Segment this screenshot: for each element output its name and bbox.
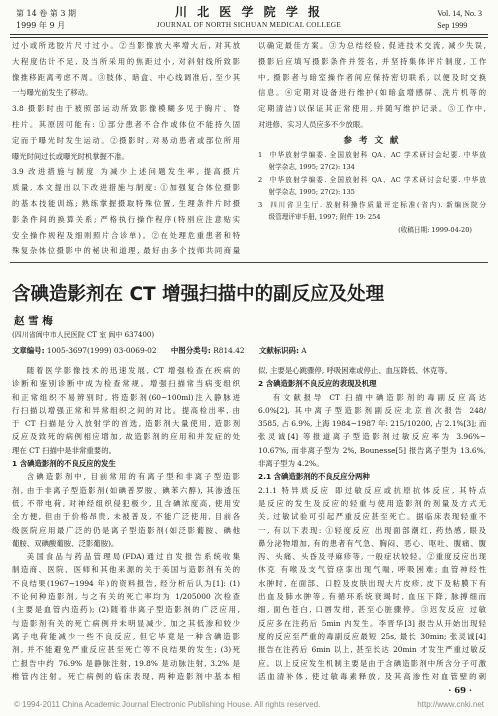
text-line: 摄影后应填写摄影条件并签名, 并坚持集体评片制度, 工作 xyxy=(258,56,486,66)
text-line: 含碘造影剂中, 目前常用的有离子型和非离子型造影 xyxy=(26,472,240,482)
text-line: 是反应的发生及反应的轻重与使用造影剂的剂量及方式无 xyxy=(258,498,486,508)
reference-list xyxy=(258,149,486,223)
reference-text: 中华放射学编委. 全国放射科 QA、AC 学术研讨会纪要. 中华放 xyxy=(268,175,486,184)
text-line: 像推移距离考虑不周。③肢体、暗盒、中心线调准后, 至少其 xyxy=(12,72,240,82)
text-line: 反应多在注药后 5min 内发生。李晋华[3] 报告从开始出现轻 xyxy=(258,618,486,628)
text-line: 泻、头痛、头昏及寻麻疹等, 一般症状较轻。②重度反应出现 xyxy=(258,552,486,562)
text-line: 休克 有喉及支气管痉挛出现气喘, 呼吸困难; 血管神经性 xyxy=(258,565,486,575)
header-rule xyxy=(10,34,488,35)
references-heading: 参 考 文 献 xyxy=(343,136,401,146)
reference-text: 四川省卫生厅. 放射科操作质量评定标准(省内). 新编医院分 xyxy=(268,200,486,209)
text-line: 张灵诚[4] 等报道离子型造影剂过敏反应率为 3.96%~ xyxy=(258,432,486,442)
text-line: 与造影剂有关的死亡病例并未明显减少, 加之其低渗和较少 xyxy=(12,618,240,628)
reference-number: 2 xyxy=(258,175,263,184)
text-line: 细, 面色苍白, 口唇发绀, 甚至心脏骤停。③迟发反应 过敏 xyxy=(258,605,486,615)
reference-item xyxy=(258,174,486,186)
text-line: 和正常组织不易辨别时, 将造影剂(60~100ml)注入静脉进 xyxy=(12,392,240,402)
text-line: 不论何种造影剂, 与之有关的死亡率均为 1/205000 次检查 xyxy=(12,592,240,602)
previous-article-left-column xyxy=(12,38,240,260)
text-line: 10.67%, 而非离子型为 2%, Bounesse[5] 报告离子型为 13.6%, xyxy=(258,445,486,455)
reference-number: 3 xyxy=(258,200,263,209)
text-line: 非离子型为 4.2%。 xyxy=(258,459,324,469)
text-line: 2.1.1 特异质反应 即过敏反应或抗原抗体反应, 其特点 xyxy=(258,485,486,495)
article-number: 文章编号: 1005-3697(1999) 03-0069-02 xyxy=(12,346,157,355)
text-line: 于 CT 扫描是分入放射学的首选, 造影剂大量使用, 造影剂 xyxy=(12,419,240,429)
text-line: 应。以上反应发生机制主要是由于含碘造影剂中所含分子可激 xyxy=(258,658,486,668)
text-line: 一与曝光前发生了移动。 xyxy=(12,88,93,98)
text-line: 似, 主要是心跳骤停, 呼吸困难或停止、血压降低、休克等。 xyxy=(258,366,453,375)
previous-article-right-column xyxy=(258,38,486,133)
classification-number: 中图分类号: R814.42 xyxy=(170,346,245,355)
header-right xyxy=(437,8,482,32)
text-line: 6.0%[2], 其中离子型造影剂副反应北京首次报告 248/ xyxy=(258,405,486,415)
text-line: 中, 摄影者与暗室操作者间应保持密切联系, 以便及时交换 xyxy=(258,72,486,82)
text-line: 关, 过敏试验可引起严重反应甚至死亡。据临床表现轻重不 xyxy=(258,512,486,522)
article-left-column xyxy=(12,364,240,684)
journal-name-en: JOURNAL OF NORTH SICHUAN MEDICAL COLLEGE xyxy=(156,21,342,29)
text-line: 诊断和鉴别诊断中成为检查常规。增强扫描常当病变组织 xyxy=(12,379,240,389)
date-cn: 1999 年 9 月 xyxy=(16,21,66,30)
header-center xyxy=(110,5,388,31)
text-line: (主要是血管内造药); (2)随着非离子型造影剂的广泛应用, xyxy=(12,605,240,615)
text-line: 有文献报导 CT 扫描中碘造影剂的毒副反应高达 xyxy=(272,392,486,402)
text-line: 全方便, 但由于价格昂贵, 未被普及, 不能广泛使用, 目前各 xyxy=(12,512,240,522)
text-line: 反应及致死的病例相应增加, 故造影剂的应用和并发症的处 xyxy=(12,432,240,442)
text-line: 3.9 改进措施与制度 为减少上述问题发生率, 提高摄片 xyxy=(12,167,240,177)
reference-item xyxy=(258,199,486,211)
text-line: 定而于曝光时发生运动。②摄影时, 对易动患者或部位所用 xyxy=(12,135,240,145)
text-line: 3.8 摄影时由于被照部运动所致影像模糊多见于胸片、脊 xyxy=(12,104,240,114)
text-line: 殊复杂体位摄影中的秘诀和道理, 最好由多个技师共同商量 xyxy=(12,246,240,256)
text-line: 不良结果(1967~1994 年)的资料报告, 经分析后认为[1]: (1) xyxy=(12,578,240,588)
text-line: 对进修、实习人员应多不少放眼。 xyxy=(258,119,368,129)
text-line: 美国食品与药品管理局(FDA)通过自发报告系统收集 xyxy=(26,552,240,562)
text-line: 大程度估计不足, 及当所采用的焦距过小, 对斜射线所致影 xyxy=(12,56,240,66)
journal-name-cn: 川 北 医 学 院 学 报 xyxy=(174,5,324,19)
text-line: 柱片。其原因可能有: ①部分患者不合作或体位不能持久固 xyxy=(12,119,240,129)
reference-text: 射学杂志, 1995; 27(2): 135 xyxy=(268,188,355,197)
reference-text: 中华放射学编委. 全国放射科 QA、AC 学术研讨会纪要. 中华放 xyxy=(268,151,486,159)
text-line: 报告在注药后 6min 以上, 甚至长达 20min 才发生严重过敏反 xyxy=(258,645,486,655)
text-line: 活血清补体, 使过敏毒素释放, 及其高渗性对血管壁的刺 xyxy=(258,671,486,681)
article-author: 赵 雪 梅 xyxy=(14,315,53,327)
text-line: 出血及肺水肿等, 有循环系统衰竭时, 血压下降, 脉搏细而 xyxy=(258,592,486,602)
page-number: · 69 · xyxy=(448,686,472,696)
text-line: 信息。④定期对设备进行维护(如暗盒增感屏、洗片机等的 xyxy=(258,88,486,98)
author-affiliation: (四川省阆中市人民医院 CT 室 阆中 637400) xyxy=(12,331,155,339)
reference-item xyxy=(258,149,486,161)
copyright-notice: © 1994-2011 China Academic Journal Electronic Publishing House. All rights reserved. xyxy=(14,700,321,709)
text-line: 一, 有以下表现: ①轻度反应 出现面部潮红, 药热感, 眼及 xyxy=(258,525,486,535)
text-line: 的基本技能训练; 熟练掌握摄取特殊位置, 生理条件片时摄 xyxy=(12,198,240,208)
volume-issue-cn: 第 14 卷 第 3 期 xyxy=(16,9,76,18)
document-code: 文献标识码: A xyxy=(258,346,307,355)
text-line: 离子电荷能减少一些不良反应, 但它毕竟是一种含碘造影 xyxy=(12,631,240,641)
text-line: 葡胺、双碘酸葡胺、泛影葡胺)。 xyxy=(12,538,119,548)
reference-text: 级管理评审手册, 1997; 附件 19: 254 xyxy=(268,212,381,221)
section-heading: 1 含碘造影剂的不良反应的发生 xyxy=(12,459,116,469)
volume-issue-en: Vol. 14, No. 3 xyxy=(437,9,482,18)
text-line: 定期清洁)以保证其正常使用, 并随写维护记录。⑤工作中, xyxy=(258,104,486,114)
reference-number: 1 xyxy=(258,151,263,159)
text-line: 行扫描以增强正常和异常组织之间的对比。提高检出率, 由 xyxy=(12,405,240,415)
text-line: 亡报告中约 76.9% 是静脉注射, 19.8% 是动脉注射, 3.2% 是 xyxy=(12,658,240,668)
text-line: 度的反应至严重的毒副反应最短 25s, 最长 30min; 张灵诚[4] xyxy=(258,631,486,641)
date-en: Sep 1999 xyxy=(437,21,468,30)
text-line: 安全操作规程及细则照片合诊单)。②在处理危重患者和特 xyxy=(12,230,240,240)
article-right-column xyxy=(258,364,486,684)
text-line: 3585, 占 6.9%, 上海 1984~1987 年: 215/10200, 占 2.1%[3]; 而 xyxy=(258,419,486,429)
article-separator xyxy=(10,262,488,263)
publisher-url: http://www.cnki.net xyxy=(417,700,484,709)
footer xyxy=(14,699,484,711)
text-line: 过小或所选胶片尺寸过小。②当影像放大率增大后, 对其放 xyxy=(12,41,240,50)
text-line: 理在 CT 扫描中是非常重要的。 xyxy=(12,445,116,455)
header-left xyxy=(16,8,76,32)
text-line: 影条件间的换算关系; 严格执行操作程序(特别应注意贴实 xyxy=(12,214,240,224)
text-line: 水肿时, 在面部、口腔及皮肤出现大片皮疹, 皮下及粘膜下有 xyxy=(258,578,486,588)
text-line: 椎管内注射。死亡病例的临床表现, 两种造影剂中基本相 xyxy=(12,671,240,681)
received-date: (收稿日期: 1999-04-20) xyxy=(398,226,472,234)
text-line: 制造商、医院、医师和其他来源的关于美国与造影剂有关的 xyxy=(12,565,240,575)
text-line: 以确定最佳方案。③为总结经验, 促进技术交流, 减少失误, xyxy=(258,41,486,50)
reference-text: 射学杂志, 1995; 27(2): 134 xyxy=(268,163,355,172)
text-line: 级医院应用最广泛的仍是离子型造影剂(如泛影葡胺、碘他 xyxy=(12,525,240,535)
text-line: 质量, 本文提出以下改进措施与制度: ①加强复合体位摄影 xyxy=(12,183,240,193)
text-line: 剂, 由于非离子型造影剂(如碘普罗胺、碘苯六醇), 其渗透压 xyxy=(12,485,240,495)
article-metadata xyxy=(12,345,319,357)
text-line: 鼻分泌物增加, 有的患者有气急、胸闷、恶心、呕吐、腹痛、腹 xyxy=(258,538,486,548)
text-line: 剂, 并不能避免严重反应甚至死亡等不良结果的发生; (3)死 xyxy=(12,645,240,655)
section-heading: 2.1 含碘造影剂的不良反应分两种 xyxy=(258,472,370,482)
text-line: 曝光时间过长或曝光时机掌握不准。 xyxy=(12,151,129,161)
article-title: 含碘造影剂在 CT 增强扫描中的副反应及处理 xyxy=(12,284,385,305)
section-heading: 2 含碘造影剂不良反应的表现及机理 xyxy=(258,379,377,389)
text-line: 低, 不带电荷, 对神经组织侵犯极少, 且含碘浓度高, 使用安 xyxy=(12,498,240,508)
text-line: 随着医学影像技术的迅速发展, CT 增强检查在疾病的 xyxy=(26,366,240,375)
